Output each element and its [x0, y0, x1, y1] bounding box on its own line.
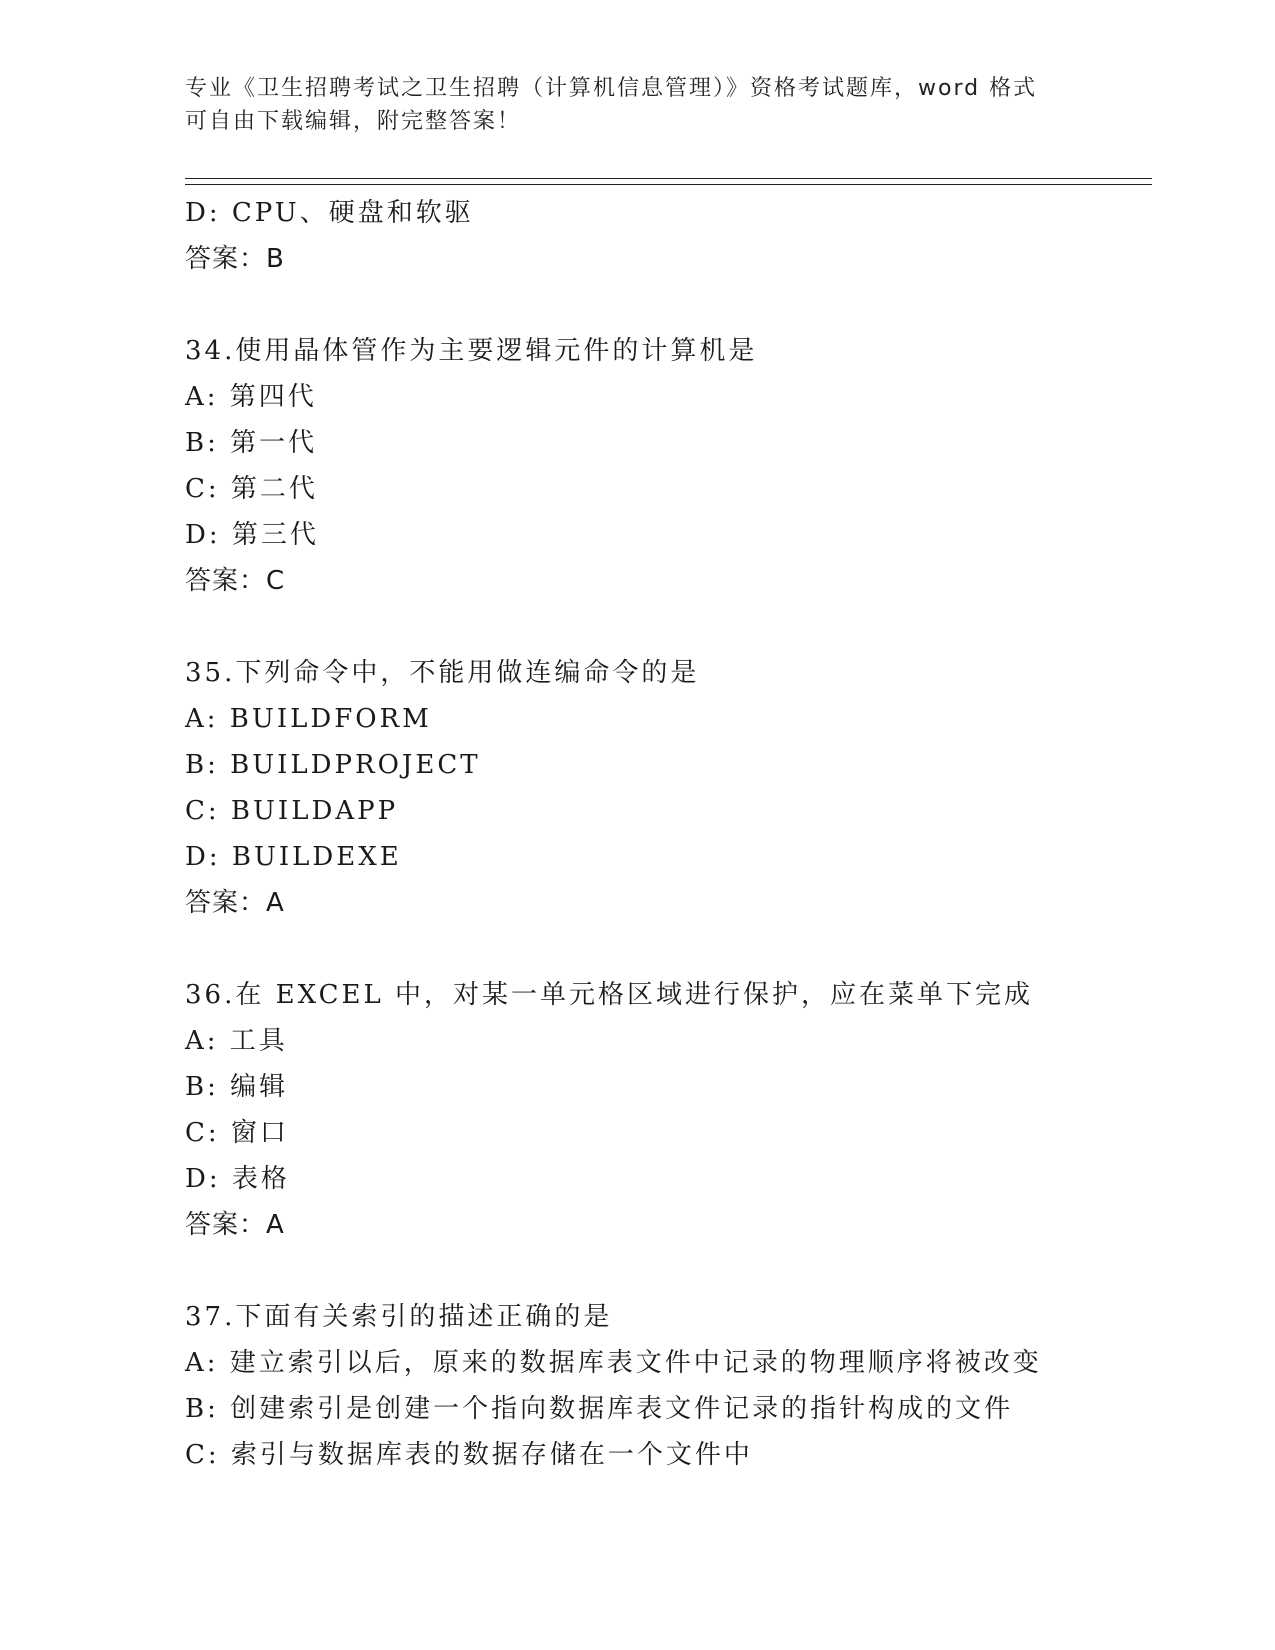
option-d: D: BUILDEXE — [185, 842, 402, 872]
option-a: A: 第四代 — [185, 382, 317, 412]
option-c: C: 窗口 — [185, 1118, 289, 1148]
option-a: A: BUILDFORM — [185, 704, 432, 734]
option-c: C: BUILDAPP — [185, 796, 399, 826]
question-block-36 — [185, 972, 1185, 1248]
option-a: A: 建立索引以后，原来的数据库表文件中记录的物理顺序将被改变 — [185, 1348, 1042, 1378]
spacer — [185, 604, 1185, 650]
question-text: 35.下列命令中，不能用做连编命令的是 — [185, 658, 700, 688]
option-c: C: 第二代 — [185, 474, 318, 504]
question-text: 34.使用晶体管作为主要逻辑元件的计算机是 — [185, 336, 758, 366]
option-c: C: 索引与数据库表的数据存储在一个文件中 — [185, 1440, 753, 1470]
document-header — [185, 72, 1085, 138]
header-line-2: 可自由下载编辑，附完整答案！ — [185, 109, 522, 134]
answer-line: 答案：A — [185, 1210, 285, 1240]
spacer — [185, 926, 1185, 972]
question-block-34 — [185, 328, 1185, 604]
header-rule-top — [185, 178, 1152, 179]
option-b: B: 编辑 — [185, 1072, 289, 1102]
option-d: D: 表格 — [185, 1164, 290, 1194]
question-text: 36.在 EXCEL 中，对某一单元格区域进行保护，应在菜单下完成 — [185, 980, 1034, 1010]
question-block-33 — [185, 190, 1185, 282]
question-block-37 — [185, 1294, 1185, 1478]
option-d: D: 第三代 — [185, 520, 319, 550]
question-list — [185, 190, 1185, 1478]
option-a: A: 工具 — [185, 1026, 288, 1056]
answer-line: 答案：C — [185, 566, 286, 596]
spacer — [185, 1248, 1185, 1294]
header-line-1: 专业《卫生招聘考试之卫生招聘（计算机信息管理）》资格考试题库，word 格式 — [185, 76, 1038, 101]
header-rule-bottom — [185, 184, 1152, 185]
option-b: B: 第一代 — [185, 428, 318, 458]
spacer — [185, 282, 1185, 328]
question-text: 37.下面有关索引的描述正确的是 — [185, 1302, 613, 1332]
question-block-35 — [185, 650, 1185, 926]
option-d: D: CPU、硬盘和软驱 — [185, 198, 474, 228]
answer-line: 答案：B — [185, 244, 285, 274]
answer-line: 答案：A — [185, 888, 285, 918]
option-b: B: BUILDPROJECT — [185, 750, 481, 780]
option-b: B: 创建索引是创建一个指向数据库表文件记录的指针构成的文件 — [185, 1394, 1014, 1424]
